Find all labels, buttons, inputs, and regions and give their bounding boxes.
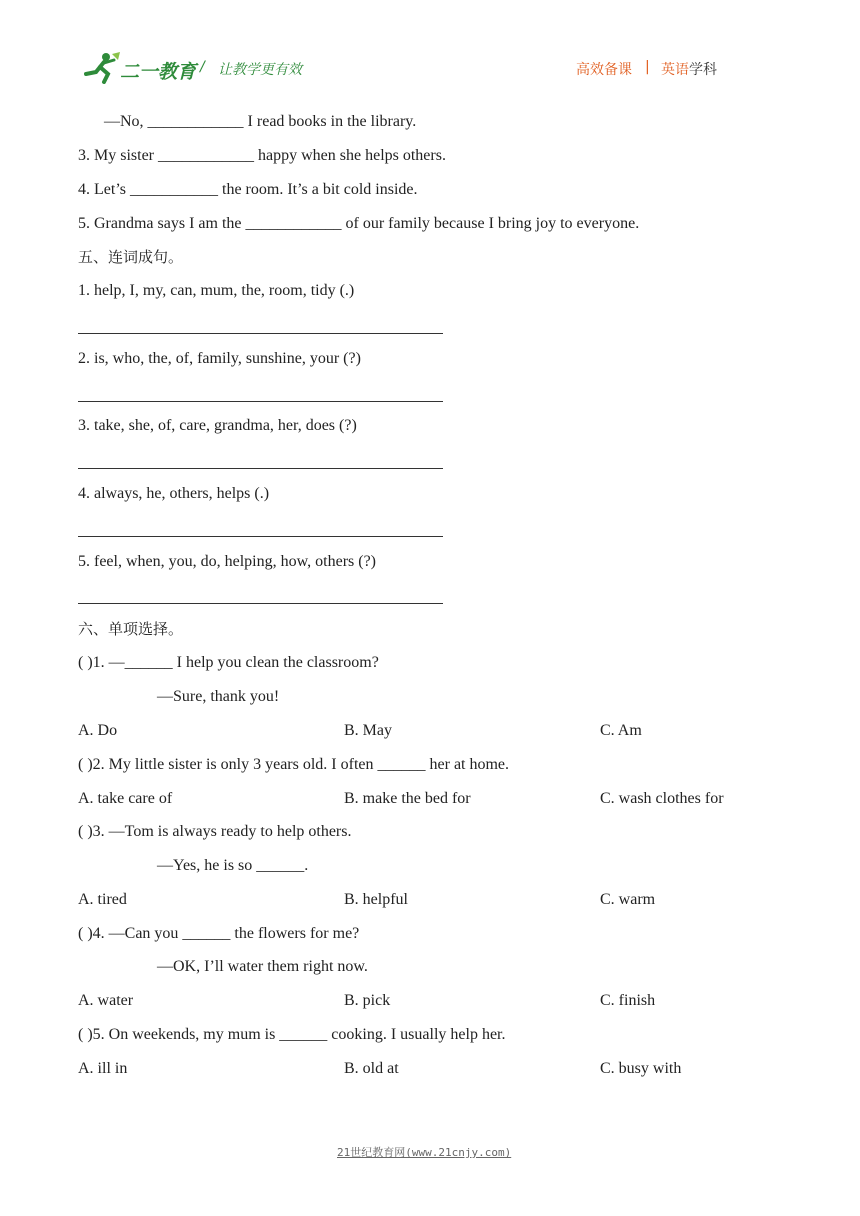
option-c: C. Am xyxy=(600,722,642,739)
answer-line xyxy=(78,333,443,334)
question-stem: ( )2. My little sister is only 3 years old. I often ______ her at home. xyxy=(78,756,510,773)
question-reply: —Sure, thank you! xyxy=(157,688,280,705)
option-a: A. water xyxy=(78,992,134,1009)
answer-line xyxy=(78,536,443,537)
section-title: 五、连词成句。 xyxy=(78,248,184,266)
option-b: B. May xyxy=(344,722,392,739)
option-b: B. helpful xyxy=(344,891,408,908)
question-stem: ( )4. —Can you ______ the flowers for me? xyxy=(78,925,360,942)
question-stem: ( )1. —______ I help you clean the classroom? xyxy=(78,654,379,671)
option-c: C. warm xyxy=(600,891,656,908)
header-divider: / xyxy=(200,59,205,75)
question-reply: —Yes, he is so ______. xyxy=(157,857,309,874)
runner-logo-icon xyxy=(82,50,122,84)
fill-blank-line: —No, ____________ I read books in the library. xyxy=(104,113,417,130)
fill-blank-item: 3. My sister ____________ happy when she helps others. xyxy=(78,147,446,164)
question-stem: ( )5. On weekends, my mum is ______ cooking. I usually help her. xyxy=(78,1026,506,1043)
sentence-item: 2. is, who, the, of, family, sunshine, your (?) xyxy=(78,350,361,367)
answer-line xyxy=(78,401,443,402)
option-a: A. Do xyxy=(78,722,118,739)
section-title: 六、单项选择。 xyxy=(78,620,184,638)
option-c: C. wash clothes for xyxy=(600,790,724,807)
question-stem: ( )3. —Tom is always ready to help others. xyxy=(78,823,352,840)
option-a: A. tired xyxy=(78,891,127,908)
sentence-item: 4. always, he, others, helps (.) xyxy=(78,485,270,502)
answer-line xyxy=(78,468,443,469)
sentence-item: 1. help, I, my, can, mum, the, room, tidy (.) xyxy=(78,282,355,299)
header-tag-subject: 英语学科 xyxy=(661,62,717,78)
option-c: C. busy with xyxy=(600,1060,682,1077)
option-b: B. make the bed for xyxy=(344,790,471,807)
sentence-item: 5. feel, when, you, do, helping, how, others (?) xyxy=(78,553,376,570)
option-b: B. old at xyxy=(344,1060,399,1077)
logo-text: 二一教育 xyxy=(120,61,197,83)
header-slogan: 让教学更有效 xyxy=(218,62,302,78)
footer-link[interactable]: 21世纪教育网(www.21cnjy.com) xyxy=(337,1146,512,1159)
fill-blank-item: 5. Grandma says I am the ____________ of our family because I bring joy to everyone. xyxy=(78,215,640,232)
sentence-item: 3. take, she, of, care, grandma, her, does (?) xyxy=(78,417,357,434)
option-b: B. pick xyxy=(344,992,391,1009)
fill-blank-item: 4. Let’s ___________ the room. It’s a bit cold inside. xyxy=(78,181,418,198)
question-reply: —OK, I’ll water them right now. xyxy=(157,958,368,975)
option-c: C. finish xyxy=(600,992,656,1009)
header-separator: | xyxy=(645,59,650,75)
option-a: A. take care of xyxy=(78,790,173,807)
header-tag-efficient: 高效备课 xyxy=(576,62,632,78)
answer-line xyxy=(78,603,443,604)
option-a: A. ill in xyxy=(78,1060,128,1077)
